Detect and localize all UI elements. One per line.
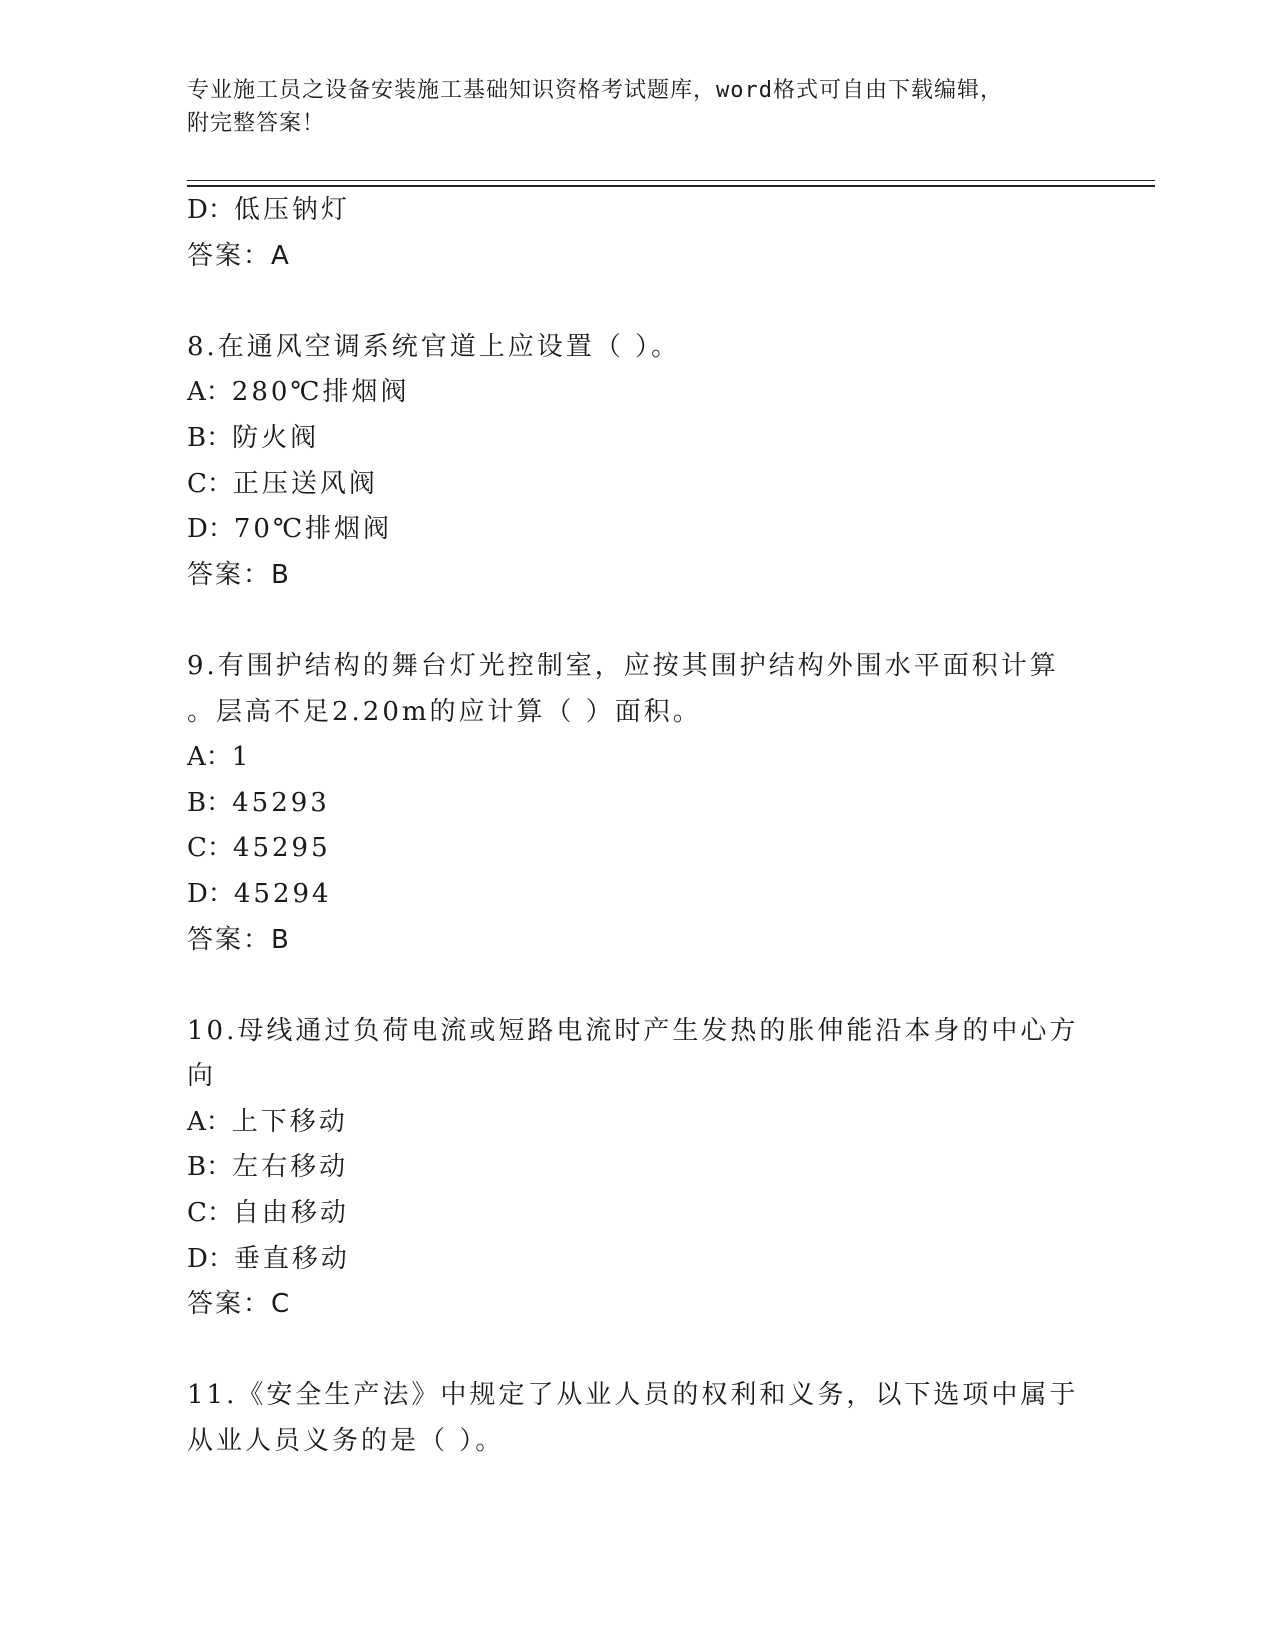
- option-text: 45294: [233, 878, 332, 909]
- option-line: [187, 1237, 1087, 1283]
- question-block-q11: [187, 1373, 1087, 1464]
- question-text-line: 11.《安全生产法》中规定了从业人员的权利和义务，以下选项中属于: [187, 1380, 1079, 1411]
- option-key: B：: [187, 1152, 233, 1183]
- option-line: [187, 826, 1087, 872]
- option-text: 45295: [232, 833, 331, 864]
- question-text-line: 。层高不足2.20m的应计算（ ）面积。: [187, 696, 702, 727]
- block-spacer: [187, 1328, 1087, 1374]
- block-spacer: [187, 598, 1087, 644]
- option-key: B：: [187, 787, 233, 818]
- option-text: 防火阀: [232, 422, 320, 453]
- question-text-line: 8.在通风空调系统官道上应设置（ ）。: [187, 331, 681, 362]
- option-key: D：: [187, 878, 234, 909]
- option-line: [187, 370, 1087, 416]
- option-text: 垂直移动: [233, 1243, 350, 1274]
- option-line: [187, 1145, 1087, 1191]
- option-key: B：: [187, 422, 233, 453]
- block-spacer: [187, 963, 1087, 1009]
- question-block-prev: [187, 188, 1087, 325]
- header-line-1: 专业施工员之设备安装施工基础知识资格考试题库，word格式可自由下载编辑，: [187, 78, 1003, 103]
- question-text-line: 9.有围护结构的舞台灯光控制室，应按其围护结构外围水平面积计算: [187, 650, 1059, 681]
- option-text: 低压钠灯: [233, 195, 350, 225]
- option-text: 自由移动: [232, 1198, 349, 1229]
- question-block-q8: [187, 325, 1087, 644]
- option-text: 1: [231, 742, 252, 773]
- question-block-q10: [187, 1009, 1087, 1374]
- question-block-q9: [187, 644, 1087, 1009]
- option-key: D：: [187, 1243, 234, 1274]
- answer-line: 答案：B: [187, 924, 291, 955]
- header-line-2: 附完整答案！: [187, 111, 326, 136]
- option-key: D：: [187, 195, 234, 225]
- block-spacer: [187, 279, 1087, 325]
- option-key: C：: [187, 833, 233, 864]
- option-line: [187, 507, 1087, 553]
- option-text: 70℃排烟阀: [233, 514, 393, 545]
- answer-line: 答案：A: [187, 240, 291, 271]
- header-rule-thin: [187, 180, 1155, 181]
- option-line: [187, 1191, 1087, 1237]
- option-text: 45293: [232, 787, 330, 818]
- question-list: [187, 188, 1087, 1465]
- option-text: 上下移动: [231, 1106, 348, 1137]
- option-key: C：: [187, 468, 233, 499]
- option-line: [187, 872, 1087, 918]
- document-header: [187, 74, 1067, 140]
- option-key: A：: [187, 1106, 232, 1137]
- answer-line: 答案：C: [187, 1289, 292, 1320]
- option-text: 280℃排烟阀: [231, 377, 410, 408]
- question-text-line: 10.母线通过负荷电流或短路电流时产生发热的胀伸能沿本身的中心方: [187, 1015, 1079, 1046]
- option-line: [187, 416, 1087, 462]
- option-line: [187, 735, 1087, 781]
- option-line: [187, 462, 1087, 508]
- option-key: C：: [187, 1198, 233, 1229]
- option-line: [187, 188, 1087, 234]
- option-key: D：: [187, 514, 234, 545]
- option-key: A：: [187, 377, 232, 408]
- option-line: [187, 1100, 1087, 1146]
- option-line: [187, 781, 1087, 827]
- option-key: A：: [187, 742, 232, 773]
- option-text: 左右移动: [232, 1152, 349, 1183]
- question-text-line: 向: [187, 1061, 217, 1092]
- header-rule-thick: [187, 185, 1155, 187]
- option-text: 正压送风阀: [232, 468, 378, 499]
- question-text-line: 从业人员义务的是（ ）。: [187, 1426, 505, 1457]
- answer-line: 答案：B: [187, 559, 291, 590]
